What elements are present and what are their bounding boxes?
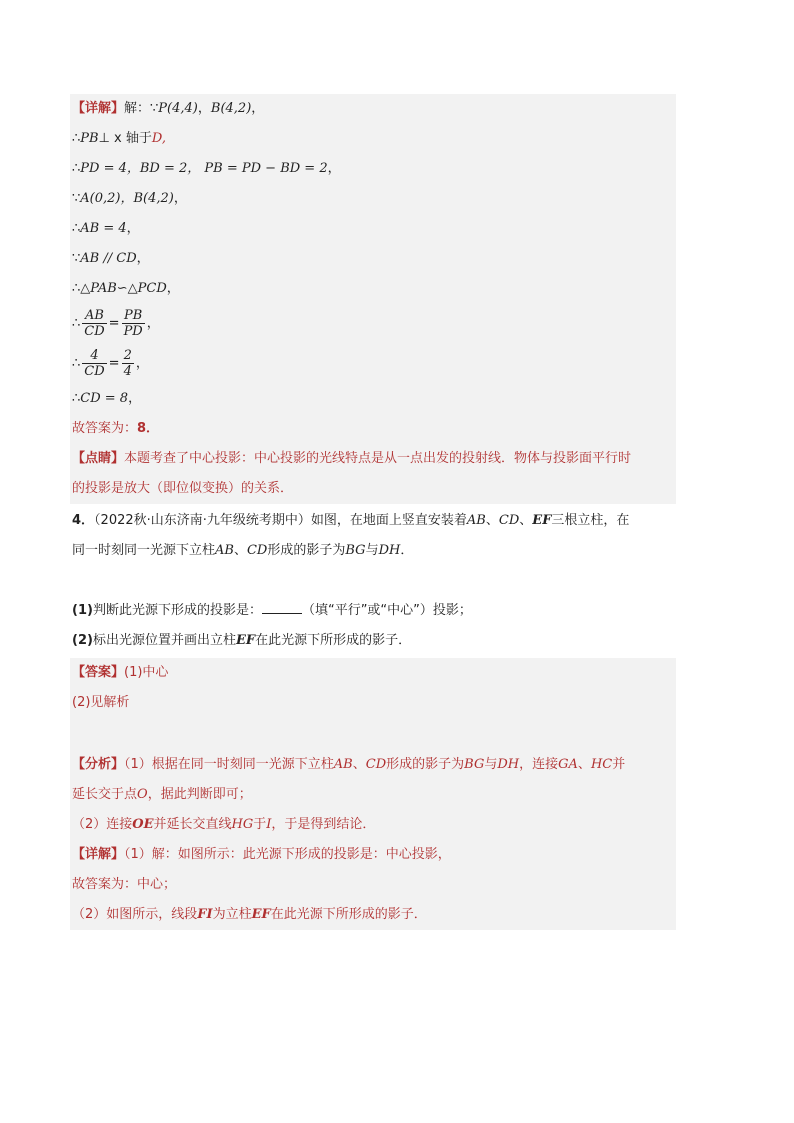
subquestion-number: (1) <box>72 603 93 618</box>
subquestion-2 <box>70 626 676 656</box>
detail-line-9 <box>70 344 676 384</box>
answer-line <box>70 414 676 444</box>
text: ， <box>166 281 180 296</box>
denominator: CD <box>84 364 105 379</box>
text: 在此光源下所形成的影子． <box>270 907 427 922</box>
question-number: 4． <box>72 513 95 528</box>
text: 并延长交直线 <box>153 817 232 832</box>
detail-text: 故答案为：中心； <box>72 877 177 892</box>
text: 、 <box>485 513 499 528</box>
analysis-line-1 <box>70 750 676 780</box>
math: CD <box>246 543 268 558</box>
comment-line-2 <box>70 474 676 504</box>
detail-line-5 <box>70 214 676 244</box>
math: I <box>266 817 272 832</box>
text: ∵ <box>72 191 81 206</box>
math: DH <box>497 757 520 772</box>
text: ， <box>136 251 150 266</box>
text: 形成的影子为 <box>267 543 346 558</box>
text: 同一时刻同一光源下立柱 <box>72 543 216 558</box>
math: PB <box>80 131 99 146</box>
fraction <box>82 308 106 339</box>
math: A(0,2)，B(4,2) <box>80 191 174 206</box>
text: ∴ <box>72 221 81 236</box>
text: ， <box>197 101 211 116</box>
text: 判断此光源下形成的投影是： <box>92 603 262 618</box>
detail-line-2 <box>70 870 676 900</box>
answer-text: (2)见解析 <box>72 695 130 710</box>
math: CD <box>365 757 387 772</box>
text: ，于是得到结论． <box>271 817 376 832</box>
solution-block-q4 <box>70 658 676 930</box>
detail-line-8 <box>70 304 676 344</box>
text: （1）根据在同一时刻同一光源下立柱 <box>124 757 334 772</box>
comment-tag: 【点睛】 <box>72 451 125 466</box>
text: 形成的影子为 <box>386 757 465 772</box>
text: ∴ <box>72 391 81 406</box>
text: ，连接 <box>519 757 559 772</box>
math: GA <box>558 757 578 772</box>
detail-line-3 <box>70 154 676 184</box>
text: ， <box>146 316 160 331</box>
question-stem-line-2 <box>70 536 676 566</box>
answer-tag: 【答案】 <box>72 665 125 680</box>
text: ∴ <box>72 281 81 296</box>
math: HC <box>590 757 613 772</box>
text: 、 <box>577 757 591 772</box>
spacer <box>70 566 676 596</box>
numerator: PB <box>122 308 145 324</box>
answer-line-2 <box>70 688 676 718</box>
solution-block-q3 <box>70 94 676 504</box>
detail-tag: 【详解】 <box>72 101 125 116</box>
comment-text: 的投影是放大（即位似变换）的关系． <box>72 481 294 496</box>
detail-line-3 <box>70 900 676 930</box>
numerator: 4 <box>82 348 106 364</box>
analysis-line-3 <box>70 810 676 840</box>
math: CD = 8 <box>80 391 129 406</box>
text: 三根立柱，在 <box>551 513 630 528</box>
denominator: PD <box>123 324 143 339</box>
text: = <box>108 316 120 331</box>
text: ， <box>327 161 341 176</box>
question-4 <box>70 504 676 656</box>
text: 如图，在地面上竖直安装着 <box>310 513 467 528</box>
math: CD <box>498 513 520 528</box>
text: （填“平行”或“中心”）投影； <box>301 603 472 618</box>
analysis-tag: 【分析】 <box>72 757 125 772</box>
text: 标出光源位置并画出立柱 <box>92 633 236 648</box>
math: EF <box>235 633 256 648</box>
math: O <box>137 787 148 802</box>
text: 并 <box>612 757 626 772</box>
text: 在此光源下所形成的影子． <box>255 633 412 648</box>
text: ⊥ x 轴于 <box>98 131 152 146</box>
detail-line-7 <box>70 274 676 304</box>
answer-label: 故答案为： <box>72 421 138 436</box>
detail-tag: 【详解】 <box>72 847 125 862</box>
spacer <box>70 718 676 750</box>
text: ， <box>128 391 142 406</box>
text: 为立柱 <box>212 907 252 922</box>
math: △PAB∽△PCD <box>80 281 167 296</box>
math: PD = 4，BD = 2， PB = PD − BD = 2 <box>80 161 328 176</box>
answer-value: 8． <box>137 421 160 436</box>
math: EF <box>251 907 271 922</box>
text: ∴ <box>72 131 81 146</box>
document-page <box>70 94 676 930</box>
question-source: （2022秋·山东济南·九年级统考期中） <box>94 513 311 528</box>
math: FI <box>197 907 213 922</box>
text: 延长交于点 <box>72 787 138 802</box>
text: （2）连接 <box>72 817 133 832</box>
text: （2）如图所示，线段 <box>72 907 198 922</box>
text: ∴ <box>72 316 81 331</box>
text: 、 <box>352 757 366 772</box>
math: AB <box>466 513 486 528</box>
detail-line-1 <box>70 840 676 870</box>
text: = <box>108 356 120 371</box>
text: ， <box>251 101 265 116</box>
text: ， <box>173 191 187 206</box>
math: HG <box>231 817 254 832</box>
text: 与 <box>365 543 379 558</box>
math: OE <box>132 817 154 832</box>
text: ，据此判断即可； <box>147 787 252 802</box>
text: ∴ <box>72 161 81 176</box>
text: 解：∵ <box>124 101 159 116</box>
math: AB = 4 <box>80 221 127 236</box>
text: 、 <box>519 513 533 528</box>
detail-line-4 <box>70 184 676 214</box>
text: 、 <box>233 543 247 558</box>
numerator: AB <box>82 308 106 324</box>
math: BG <box>464 757 485 772</box>
detail-text: （1）解：如图所示：此光源下形成的投影是：中心投影， <box>124 847 451 862</box>
math: AB <box>333 757 353 772</box>
numerator: 2 <box>123 348 132 363</box>
detail-line-1 <box>70 94 676 124</box>
detail-line-10 <box>70 384 676 414</box>
math: AB <box>215 543 234 558</box>
comment-line-1 <box>70 444 676 474</box>
analysis-line-2 <box>70 780 676 810</box>
math: BG <box>345 543 366 558</box>
denominator: 4 <box>123 364 132 379</box>
answer-blank <box>262 599 302 614</box>
fraction <box>82 348 106 379</box>
math: B(4,2) <box>210 101 252 116</box>
denominator: CD <box>84 324 105 339</box>
text: ． <box>400 543 414 558</box>
answer-line-1 <box>70 658 676 688</box>
math: DH <box>378 543 401 558</box>
text: ∴ <box>72 356 81 371</box>
math: D, <box>151 131 166 146</box>
text: ， <box>135 356 149 371</box>
answer-text: (1)中心 <box>124 665 169 680</box>
text: 与 <box>484 757 498 772</box>
fraction <box>122 308 145 339</box>
question-stem-line-1 <box>70 506 676 536</box>
math: EF <box>532 513 552 528</box>
detail-line-2 <box>70 124 676 154</box>
math: AB // CD <box>80 251 137 266</box>
text: ∵ <box>72 251 81 266</box>
subquestion-number: (2) <box>72 633 93 648</box>
fraction <box>122 348 134 379</box>
math: P(4,4) <box>158 101 198 116</box>
subquestion-1 <box>70 596 676 626</box>
detail-line-6 <box>70 244 676 274</box>
text: 于 <box>253 817 267 832</box>
comment-text: 本题考查了中心投影：中心投影的光线特点是从一点出发的投射线．物体与投影面平行时 <box>124 451 632 466</box>
text: ， <box>126 221 140 236</box>
